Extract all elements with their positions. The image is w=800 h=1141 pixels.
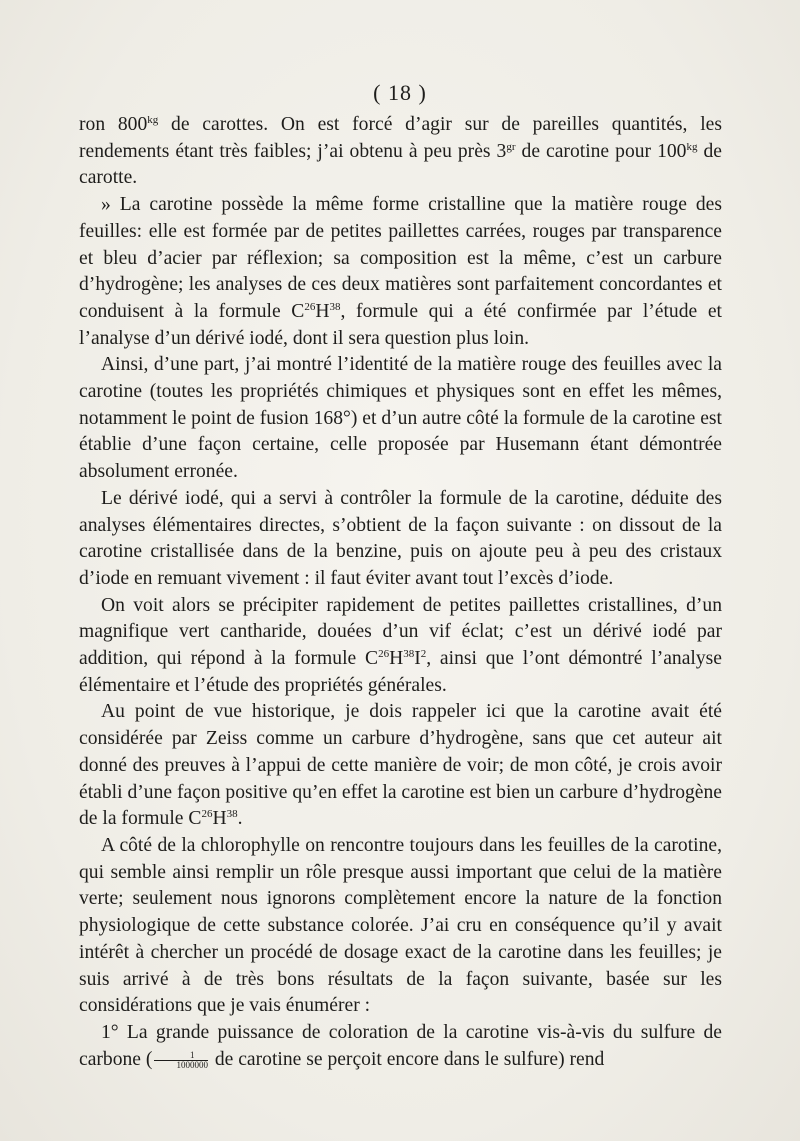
paragraph xyxy=(79,1020,722,1073)
text-run: Ainsi, d’une part, j’ai montré l’identité de la matière rouge des feuilles avec la carotine (toutes les propriétés chimiques et physiques sont en effet les mêmes, notamment le point de fusion 168°) et d’un autre côté la formule de la carotine est établie d’une façon certaine, celle proposée par Husemann étant démontrée absolument erronée. xyxy=(79,354,722,483)
text-run: de carottes. On est forcé d’agir sur de pareilles quantités, les rendements étant très faibles; j’ai obtenu à peu près 3 xyxy=(79,114,722,162)
paragraph xyxy=(79,486,722,593)
paragraph xyxy=(79,699,722,833)
text-run: de carotine se perçoit encore dans le sulfure) rend xyxy=(209,1048,605,1070)
paragraph xyxy=(79,352,722,486)
superscript: 26 xyxy=(378,648,390,661)
text-run: de carotte. xyxy=(79,140,722,189)
text-run: H xyxy=(212,808,227,830)
superscript: kg xyxy=(686,140,698,153)
fraction-numerator: 1 xyxy=(154,1051,208,1061)
text-run: ron 800 xyxy=(79,114,148,135)
text-run: I xyxy=(414,648,421,670)
paragraph xyxy=(79,112,722,192)
text-run: 1° La grande puissance de coloration de la carotine vis-à-vis du sulfure de carbone ( xyxy=(79,1021,722,1070)
text-run: » La carotine possède la même forme cristalline que la matière rouge des feuilles: elle est formée par de petites paillettes carrées, rouges par transparence et bleu d’acier par réflexion; sa composition est la même, c’est un carbure d’hydrogène; les analyses de ces deux matières sont parfaitement concordantes et conduisent à la formule C xyxy=(79,194,722,322)
text-run: On voit alors se précipiter rapidement de petites paillettes cristallines, d’un magnifique vert cantharide, douées d’un vif éclat; c’est un dérivé iodé par addition, qui répond à la formule C xyxy=(79,594,722,670)
text-run: de carotine pour 100 xyxy=(515,140,687,162)
paragraph xyxy=(79,192,722,352)
paragraph xyxy=(79,593,722,700)
superscript: gr xyxy=(506,140,516,153)
page-number: ( 18 ) xyxy=(373,80,427,105)
superscript: 38 xyxy=(403,648,415,661)
text-run: H xyxy=(315,300,330,322)
fraction-denominator: 1000000 xyxy=(176,1059,208,1070)
superscript: kg xyxy=(147,114,159,126)
text-run: , formule qui a été confirmée par l’étude et l’analyse d’un dérivé iodé, dont il sera question plus loin. xyxy=(79,300,722,349)
superscript: 26 xyxy=(304,300,316,313)
fraction xyxy=(154,1051,208,1070)
superscript: 38 xyxy=(226,808,238,821)
superscript: 26 xyxy=(201,808,213,821)
superscript: 2 xyxy=(420,648,427,661)
text-run: . xyxy=(237,808,243,830)
text-run: H xyxy=(389,648,404,670)
text-run: Le dérivé iodé, qui a servi à contrôler la formule de la carotine, déduite des analyses élémentaires directes, s’obtient de la façon suivante : on dissout de la carotine cristallisée dans de la benzine, puis on ajoute peu à peu des cristaux d’iode en remuant vivement : il faut éviter avant tout l’excès d’iode. xyxy=(79,487,722,589)
text-run: A côté de la chlorophylle on rencontre toujours dans les feuilles de la carotine, qui semble ainsi remplir un rôle presque aussi important que celui de la matière verte; seulement nous ignorons complètement encore la nature de la fonction physiologique de cette substance colorée. J’ai cru en conséquence qu’il y avait intérêt à chercher un procédé de dosage exact de la carotine dans les feuilles; je suis arrivé à de très bons résultats de la façon suivante, basée sur les considérations que je vais énumérer : xyxy=(79,834,722,1017)
paragraph xyxy=(79,833,722,1020)
text-run: Au point de vue historique, je dois rappeler ici que la carotine avait été considérée par Zeiss comme un carbure d’hydrogène, sans que cet auteur ait donné des preuves à l’appui de cette manière de voir; de mon côté, je crois avoir établi d’une façon positive qu’en effet la carotine est bien un carbure d’hydrogène de la formule C xyxy=(79,701,722,830)
body-text xyxy=(79,112,722,1073)
superscript: 38 xyxy=(329,300,341,313)
text-run: , ainsi que l’ont démontré l’analyse élémentaire et l’étude des propriétés générales. xyxy=(79,648,722,696)
